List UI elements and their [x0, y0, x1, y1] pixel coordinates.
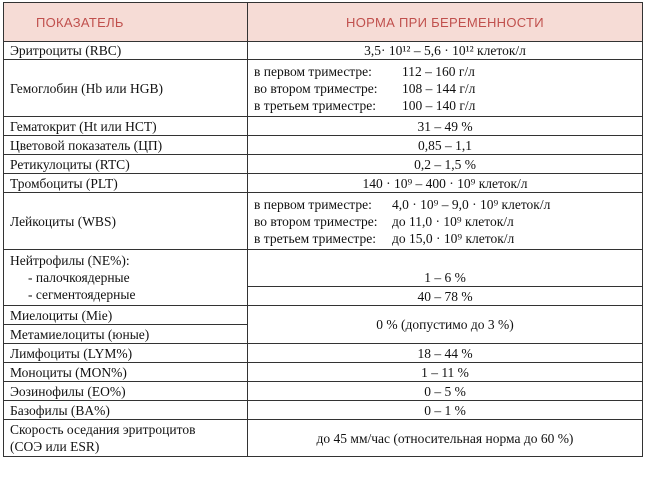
- row-name: Гематокрит (Ht или HCT): [4, 117, 248, 136]
- table-row: [4, 42, 643, 60]
- trimester-label: в третьем триместре:: [254, 97, 376, 113]
- table-row: [4, 420, 643, 457]
- row-value: 0 – 1 %: [248, 401, 643, 420]
- band-label: - палочкоядерные: [28, 270, 130, 285]
- row-name: Гемоглобин (Hb или HGB): [4, 60, 248, 117]
- row-name: Эритроциты (RBC): [4, 42, 248, 60]
- row-value: 140 · 10⁹ – 400 · 10⁹ клеток/л: [248, 174, 643, 193]
- table-row: [4, 117, 643, 136]
- segmented-value: 40 – 78 %: [248, 287, 643, 306]
- row-name: Тромбоциты (PLT): [4, 174, 248, 193]
- row-value: до 45 мм/час (относительная норма до 60 %): [248, 420, 643, 457]
- row-value: 0 % (допустимо до 3 %): [248, 306, 643, 344]
- row-name: Метамиелоциты (юные): [4, 325, 248, 344]
- row-name: Моноциты (MON%): [4, 363, 248, 382]
- row-name: Базофилы (BA%): [4, 401, 248, 420]
- esr-name-line1: Скорость оседания эритроцитов: [10, 422, 196, 437]
- table-row: [4, 193, 643, 250]
- trimester-label: в третьем триместре:: [254, 230, 376, 246]
- trimester-label: во втором триместре:: [254, 80, 378, 96]
- row-value: 1 – 11 %: [248, 363, 643, 382]
- trimester-value: 4,0 · 10⁹ – 9,0 · 10⁹ клеток/л: [392, 196, 551, 212]
- table-row: [4, 306, 643, 325]
- table-row: [4, 344, 643, 363]
- norms-table: [3, 2, 643, 457]
- segmented-label: - сегментоядерные: [28, 287, 136, 302]
- row-value: [248, 193, 643, 250]
- indicator-header: ПОКАЗАТЕЛЬ: [4, 3, 248, 42]
- table-row: [4, 136, 643, 155]
- trimester-value: 100 – 140 г/л: [402, 97, 476, 113]
- row-name: Эозинофилы (EO%): [4, 382, 248, 401]
- row-value: 18 – 44 %: [248, 344, 643, 363]
- row-value: 0,2 – 1,5 %: [248, 155, 643, 174]
- trimester-label: в первом триместре:: [254, 196, 372, 212]
- trimester-value: 108 – 144 г/л: [402, 80, 476, 96]
- table-row: [4, 401, 643, 420]
- row-value: 0,85 – 1,1: [248, 136, 643, 155]
- row-name: [4, 420, 248, 457]
- row-name: Лимфоциты (LYM%): [4, 344, 248, 363]
- table-row: [4, 174, 643, 193]
- trimester-label: во втором триместре:: [254, 213, 378, 229]
- row-name: Лейкоциты (WBS): [4, 193, 248, 250]
- trimester-label: в первом триместре:: [254, 63, 372, 79]
- row-name: Цветовой показатель (ЦП): [4, 136, 248, 155]
- row-name: [4, 250, 248, 306]
- table-row: [4, 250, 643, 287]
- row-value: 31 – 49 %: [248, 117, 643, 136]
- table-row: [4, 363, 643, 382]
- esr-name-line2: (СОЭ или ESR): [10, 439, 100, 454]
- table-row: [4, 155, 643, 174]
- trimester-value: до 11,0 · 10⁹ клеток/л: [392, 213, 514, 229]
- trimester-value: до 15,0 · 10⁹ клеток/л: [392, 230, 515, 246]
- trimester-value: 112 – 160 г/л: [402, 63, 475, 79]
- row-value: 0 – 5 %: [248, 382, 643, 401]
- norm-header: НОРМА ПРИ БЕРЕМЕННОСТИ: [248, 3, 643, 42]
- row-value: [248, 60, 643, 117]
- row-name: Ретикулоциты (RTC): [4, 155, 248, 174]
- row-value: 3,5· 10¹² – 5,6 · 10¹² клеток/л: [248, 42, 643, 60]
- band-value: 1 – 6 %: [248, 250, 643, 287]
- header-row: [4, 3, 643, 42]
- table-row: [4, 60, 643, 117]
- row-name: Миелоциты (Mie): [4, 306, 248, 325]
- table-row: [4, 382, 643, 401]
- neutrophils-title: Нейтрофилы (NE%):: [10, 253, 130, 268]
